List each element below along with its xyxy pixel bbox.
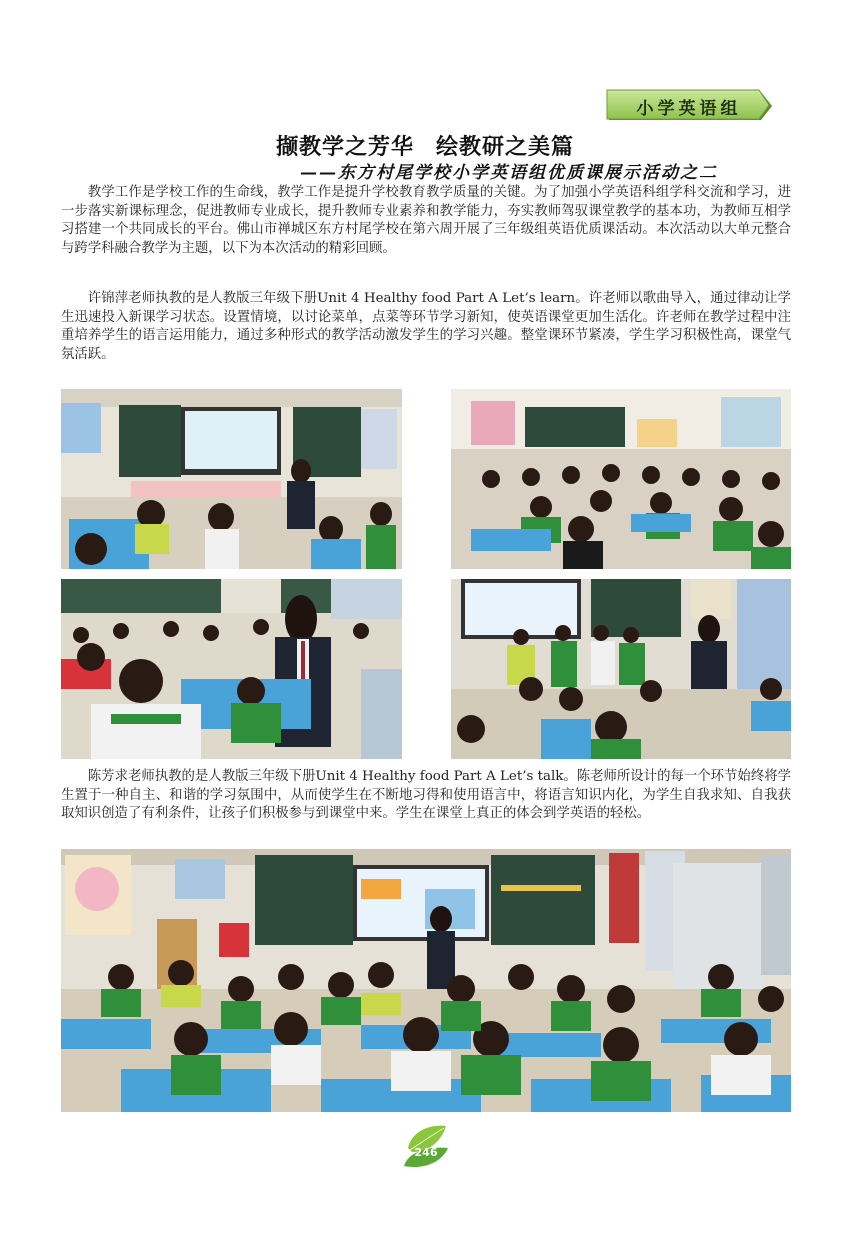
classroom-photo-4 (451, 579, 791, 759)
classroom-photo-2 (451, 389, 791, 569)
paragraph-teacher-xu: 许锦萍老师执教的是人教版三年级下册Unit 4 Healthy food Part A Let’s learn。许老师以歌曲导入，通过律动让学生迅速投入新课学习状态。设置情境，以讨论菜单，点菜等环节学习新知，使英语课堂更加生活化。许老师在教学过程中注重培养学生的语言运用能力，通过多种形式的教学活动激发学生的学习兴趣。整堂课环节紧凑，学生学习积极性高，课堂气氛活跃。 (61, 291, 791, 362)
page-subtitle: ——东方村尾学校小学英语组优质课展示活动之二 (300, 163, 718, 183)
classroom-photo-3 (61, 579, 402, 759)
badge-label: 小学英语组 (636, 99, 742, 119)
paragraph-teacher-chen: 陈芳求老师执教的是人教版三年级下册Unit 4 Healthy food Part A Let’s talk。陈老师所设计的每一个环节始终将学生置于一种自主、和谐的学习氛围中，从而使学生在不断地习得和使用语言中，将语言知识内化，为学生自我求知、自我获取知识创造了有利条件，让孩子们积极参与到课堂中来。学生在课堂上真正的体会到学英语的轻松。 (61, 769, 791, 822)
title-part-1: 撷教学之芳华 (275, 135, 414, 160)
section-badge (605, 88, 773, 124)
classroom-photo-5 (61, 849, 791, 1112)
page-number-badge (398, 1122, 454, 1170)
page-title (0, 130, 850, 161)
paragraph-intro: 教学工作是学校工作的生命线，教学工作是提升学校教育教学质量的关键。为了加强小学英语科组学科交流和学习，进一步落实新课标理念，促进教师专业成长，提升教师专业素养和教学能力，夯实教师驾驭课堂教学的基本功，为教师互相学习搭建一个共同成长的平台。佛山市禅城区东方村尾学校在第六周开展了三年级组英语优质课活动。本次活动以大单元整合与跨学科融合教学为主题，以下为本次活动的精彩回顾。 (61, 185, 791, 256)
classroom-photo-1 (61, 389, 402, 569)
title-part-2: 绘教研之美篇 (436, 135, 575, 160)
page-number: 246 (414, 1146, 438, 1159)
